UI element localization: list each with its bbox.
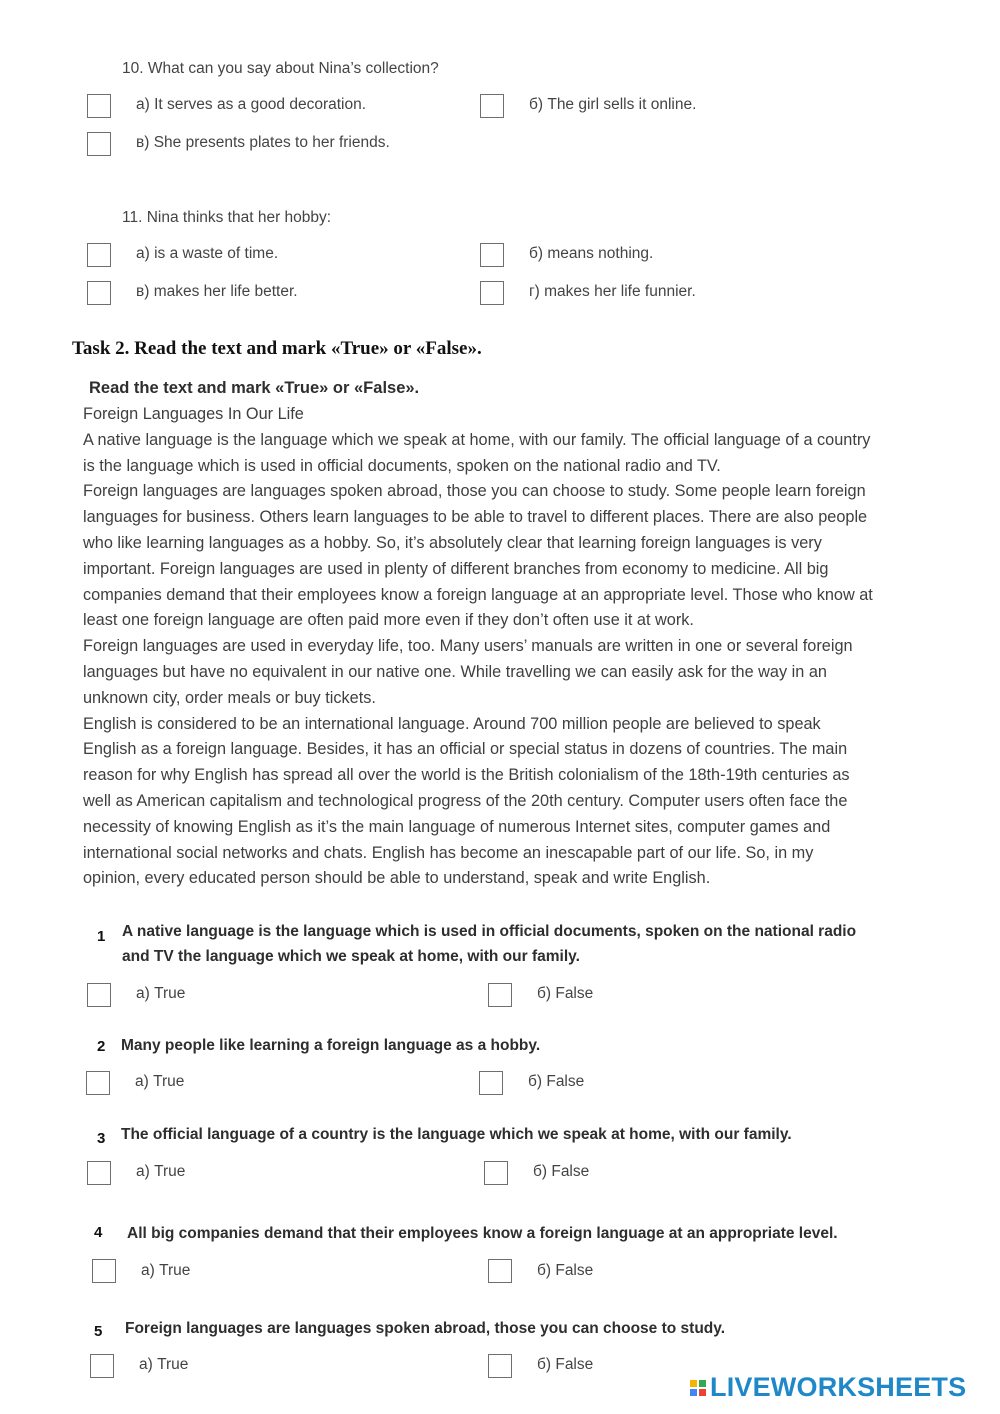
q10-option-a-label: а) It serves as a good decoration. (136, 96, 367, 113)
reading-line: reason for why English has spread all over the world is the British colonialism of the 18th-19th centuries as (83, 766, 850, 785)
reading-line: well as American capitalism and technological progress of the 20th century. Computer users often face the (83, 791, 848, 810)
statement-4-false-label: б) False (537, 1262, 594, 1279)
reading-line: necessity of knowing English as it’s the main language of numerous Internet sites, computer games and (83, 817, 831, 836)
q10-option-c-label: в) She presents plates to her friends. (136, 134, 390, 151)
reading-title: Foreign Languages In Our Life (83, 405, 304, 423)
statement-1-number: 1 (97, 928, 106, 945)
statement-3-true-label: а) True (136, 1163, 186, 1180)
statement-3-false-label: б) False (533, 1163, 590, 1180)
statement-5-text: Foreign languages are languages spoken abroad, those you can choose to study. (125, 1320, 726, 1337)
task-2-instruction: Read the text and mark «True» or «False». (89, 379, 420, 397)
q11-option-d-checkbox[interactable] (480, 281, 504, 305)
statement-4-true-checkbox[interactable] (92, 1259, 116, 1283)
reading-text (83, 402, 923, 892)
q11-option-a-checkbox[interactable] (87, 243, 111, 267)
statement-2-number: 2 (97, 1038, 106, 1055)
reading-line: Foreign languages are used in everyday life, too. Many users’ manuals are written in one or several foreign (83, 637, 853, 656)
task-2-heading: Task 2. Read the text and mark «True» or «False». (72, 338, 482, 359)
reading-line: languages but have no equivalent in our native one. While travelling we can easily ask for the way in an (83, 662, 827, 681)
statement-2-false-label: б) False (528, 1073, 585, 1090)
statement-5-false-checkbox[interactable] (488, 1354, 512, 1378)
q11-option-c-checkbox[interactable] (87, 281, 111, 305)
reading-line: least one foreign language are often paid more even if they don’t often use it at work. (83, 611, 694, 630)
question-10-text: 10. What can you say about Nina’s collection? (122, 60, 439, 77)
statement-1-text: A native language is the language which is used in official documents, spoken on the national radio (122, 923, 857, 940)
statement-2-true-label: а) True (135, 1073, 185, 1090)
reading-line: languages for business. Others learn languages to be able to travel to different places. There are also people (83, 508, 868, 527)
statement-3-text: The official language of a country is the language which we speak at home, with our family. (121, 1126, 792, 1143)
reading-line: opinion, every educated person should be able to understand, speak and write English. (83, 869, 711, 888)
statement-1-true-checkbox[interactable] (87, 983, 111, 1007)
reading-line: is the language which is used in official documents, spoken on the national radio and TV. (83, 456, 721, 475)
q11-option-c-label: в) makes her life better. (136, 283, 298, 300)
q10-option-b-label: б) The girl sells it online. (529, 96, 697, 113)
q10-option-a-checkbox[interactable] (87, 94, 111, 118)
statement-4-text: All big companies demand that their employees know a foreign language at an appropriate level. (127, 1225, 838, 1242)
statement-2-false-checkbox[interactable] (479, 1071, 503, 1095)
liveworksheets-logo-text[interactable]: LIVEWORKSHEETS (710, 1372, 967, 1402)
q10-option-c-checkbox[interactable] (87, 132, 111, 156)
reading-line: English as a foreign language. Besides, it has an official or special status in dozens of countries. The main (83, 740, 848, 759)
reading-line: international social networks and chats. English has become an inescapable part of our life. So, in my (83, 843, 814, 862)
statement-5-true-label: а) True (139, 1356, 189, 1373)
statement-5-false-label: б) False (537, 1356, 594, 1373)
statement-4-true-label: а) True (141, 1262, 191, 1279)
reading-line: English is considered to be an international language. Around 700 million people are believed to speak (83, 714, 821, 733)
reading-line: A native language is the language which we speak at home, with our family. The official language of a country (83, 430, 871, 449)
q11-option-b-label: б) means nothing. (529, 245, 654, 262)
reading-line: important. Foreign languages are used in plenty of different branches from economy to medicine. All big (83, 559, 829, 578)
reading-line: companies demand that their employees know a foreign language at an appropriate level. Those who know at (83, 585, 873, 604)
statement-3-number: 3 (97, 1130, 106, 1147)
statement-3-false-checkbox[interactable] (484, 1161, 508, 1185)
q11-option-b-checkbox[interactable] (480, 243, 504, 267)
statement-5-true-checkbox[interactable] (90, 1354, 114, 1378)
liveworksheets-logo-icon (690, 1374, 708, 1404)
statement-2-text: Many people like learning a foreign language as a hobby. (121, 1037, 541, 1054)
q11-option-d-label: г) makes her life funnier. (529, 283, 696, 300)
statement-5-number: 5 (94, 1323, 103, 1340)
q10-option-b-checkbox[interactable] (480, 94, 504, 118)
statement-4-false-checkbox[interactable] (488, 1259, 512, 1283)
statement-1-false-checkbox[interactable] (488, 983, 512, 1007)
statement-1-false-label: б) False (537, 985, 594, 1002)
reading-line: who like learning languages as a hobby. So, it’s absolutely clear that learning foreign languages is very (83, 533, 822, 552)
statement-3-true-checkbox[interactable] (87, 1161, 111, 1185)
statement-1-true-label: а) True (136, 985, 186, 1002)
statement-4-number: 4 (94, 1224, 103, 1241)
question-11-text: 11. Nina thinks that her hobby: (122, 209, 332, 226)
reading-line: Foreign languages are languages spoken abroad, those you can choose to study. Some people learn foreign (83, 482, 866, 501)
statement-2-true-checkbox[interactable] (86, 1071, 110, 1095)
statement-1-text-cont: and TV the language which we speak at home, with our family. (122, 948, 580, 965)
q11-option-a-label: а) is a waste of time. (136, 245, 279, 262)
reading-line: unknown city, order meals or buy tickets. (83, 688, 376, 707)
